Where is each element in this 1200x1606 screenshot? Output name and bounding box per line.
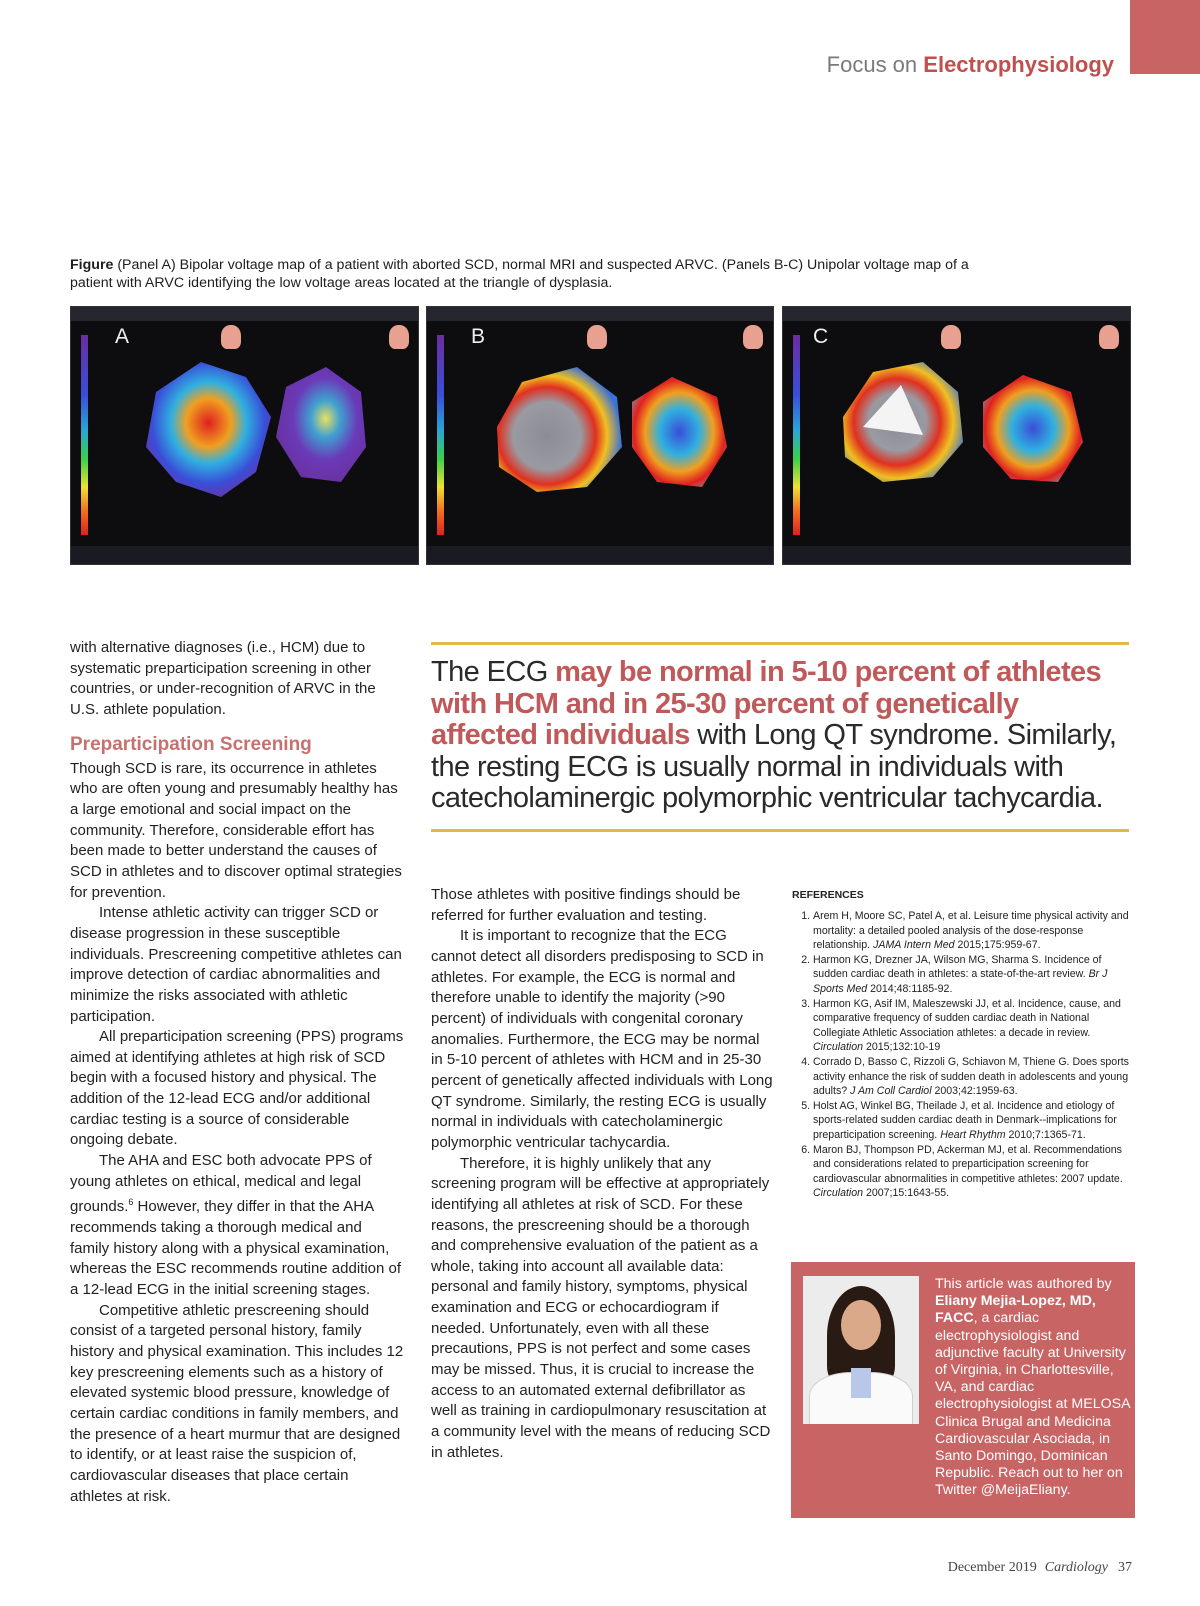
author-name: Eliany Mejia-Lopez, MD, FACC <box>935 1293 1096 1327</box>
paragraph: Intense athletic activity can trigger SCD or disease progression in these susceptible individuals. Prescreening competitive athletes can improve detection of cardiac abnormalities and minimize the risks associated with athletic participation. <box>70 904 402 1025</box>
pull-quote-highlight: may be normal in 5-10 percent of athletes with HCM and in 25-30 percent of genetically affected individuals <box>431 656 1102 752</box>
figure-panel-c <box>782 306 1131 565</box>
voltage-map-image <box>427 307 774 565</box>
references <box>792 888 1132 1201</box>
paragraph: with alternative diagnoses (i.e., HCM) due to systematic preparticipation screening in other countries, or under-recognition of ARVC in the U.S. athlete population. <box>70 639 376 718</box>
paragraph: Those athletes with positive findings should be referred for further evaluation and testing. <box>431 886 741 924</box>
section-label <box>827 52 1114 78</box>
paragraph: The AHA and ESC both advocate PPS of young athletes on ethical, medical and legal grounds.$^6$ However, they differ in that the AHA recommends taking a thorough medical and family history along with a physical examination, whereas the ESC recommends routine addition of a 12-lead ECG in the initial screening stages. <box>70 1152 402 1299</box>
references-list <box>792 909 1132 1200</box>
figure-panel-b <box>426 306 774 565</box>
reference-item: 2. Harmon KG, Drezner JA, Wilson MG, Sharma S. Incidence of sudden cardiac death in athletes: a state-of-the-art review. Br J Sports Med 2014;48:1185-92. <box>813 953 1132 996</box>
middle-column <box>431 885 773 1463</box>
paragraph: All preparticipation screening (PPS) programs aimed at identifying athletes at high risk of SCD begin with a focused history and physical. The addition of the 12-lead ECG and/or additional cardiac testing is a source of considerable ongoing debate. <box>70 1028 404 1149</box>
paragraph: Competitive athletic prescreening should consist of a targeted personal history, family history and physical examination. This includes 12 key prescreening elements such as a history of elevated systemic blood pressure, knowledge of certain cardiac conditions in family members, and the presence of a heart murmur that are designed to identify, or at least raise the suspicion of, cardiovascular diseases that place certain athletes at risk. <box>70 1301 404 1505</box>
section-subhead: Preparticipation Screening <box>70 733 312 755</box>
reference-item: 1. Arem H, Moore SC, Patel A, et al. Leisure time physical activity and mortality: a detailed pooled analysis of the dose-response relationship. JAMA Intern Med 2015;175:959-67. <box>813 909 1132 952</box>
citation-marker: 6 <box>128 1197 134 1208</box>
panel-label-c: C <box>813 325 829 348</box>
paragraph: Therefore, it is highly unlikely that any screening program will be effective at appropriately identifying all athletes at risk of SCD. For these reasons, the prescreening should be a thorough and comprehensive evaluation of the patient as a whole, taking into account all available data: personal and family history, symptoms, physical examination and ECG or echocardiogram if needed. Unfortunately, even with all these precautions, PPS is not perfect and some cases may be missed. Thus, it is crucial to increase the access to an automated external defibrillator as well as training in cardiopulmonary resuscitation at a community level with the means of reducing SCD in athletes. <box>431 1154 771 1461</box>
issue-date: December 2019 <box>947 1560 1037 1575</box>
reference-item: 5. Holst AG, Winkel BG, Theilade J, et al. Incidence and etiology of sports-related sudden cardiac death in Denmark--implications for preparticipation screening. Heart Rhythm 2010;7:1365-71. <box>813 1099 1132 1142</box>
author-box <box>791 1262 1135 1518</box>
section-prefix: Focus on <box>826 52 918 77</box>
figure-panel-a <box>70 306 419 565</box>
figure-caption-text: (Panel A) Bipolar voltage map of a patient with aborted SCD, normal MRI and suspected ARVC. (Panels B-C) Unipolar voltage map of a patient with ARVC identifying the low voltage areas located at the triangle of dysplasia. <box>70 257 969 291</box>
paragraph: It is important to recognize that the ECG cannot detect all disorders predisposing to SCD in athletes. For example, the ECG is normal and therefore unable to identify the majority (>90 percent) of individuals with congenital coronary anomalies. Furthermore, the ECG may be normal in 5-10 percent of athletes with HCM and in 25-30 percent of genetically affected individuals with Long QT syndrome. Similarly, the resting ECG is usually normal in individuals with catecholaminergic polymorphic ventricular tachycardia. <box>431 927 773 1151</box>
figure-caption <box>70 256 1010 292</box>
corner-color-tab <box>1130 0 1200 74</box>
pull-quote: The ECG may be normal in 5-10 percent of athletes with HCM and in 25-30 percent of genetically affected individuals with Long QT syndrome. Similarly, the resting ECG is usually normal in individuals with catecholaminergic polymorphic ventricular tachycardia. <box>431 642 1129 832</box>
author-bio: This article was authored by Eliany Mejia-Lopez, MD, FACC, a cardiac electrophysiologist and adjunctive faculty at University of Virginia, in Charlottesville, VA, and cardiac electrophysiologist at MELOSA Clinica Brugal and Medicina Cardiovascular Asociada, in Santo Domingo, Dominican Republic. Reach out to her on Twitter @MeijaEliany. <box>935 1276 1130 1499</box>
paragraph: Though SCD is rare, its occurrence in athletes who are often young and presumably healthy has a large emotional and social impact on the community. Therefore, considerable effort has been made to better understand the causes of SCD in athletes and to discover optimal strategies for prevention. <box>70 759 402 901</box>
section-name: Electrophysiology <box>923 52 1114 77</box>
reference-item: 3. Harmon KG, Asif IM, Maleszewski JJ, et al. Incidence, cause, and comparative frequency of sudden cardiac death in National Collegiate Athletic Association athletes: a decade in review. Circulation 2015;132:10-19 <box>813 997 1132 1054</box>
voltage-map-image <box>783 307 1131 565</box>
voltage-map-image <box>71 307 419 565</box>
left-column <box>70 638 405 1507</box>
panel-label-b: B <box>471 325 486 348</box>
page-number: 37 <box>1118 1560 1132 1575</box>
page-footer <box>948 1560 1132 1576</box>
author-photo <box>803 1276 919 1424</box>
magazine-name: Cardiology <box>1044 1560 1108 1575</box>
reference-item: 4. Corrado D, Basso C, Rizzoli G, Schiavon M, Thiene G. Does sports activity enhance the risk of sudden death in adolescents and young adults? J Am Coll Cardiol 2003;42:1959-63. <box>813 1055 1132 1098</box>
reference-item: 6. Maron BJ, Thompson PD, Ackerman MJ, et al. Recommendations and considerations related to preparticipation screening for cardiovascular abnormalities in competitive athletes: 2007 update. Circulation 2007;15:1643-55. <box>813 1143 1132 1200</box>
references-title: REFERENCES <box>792 889 864 901</box>
figure-caption-lead: Figure <box>70 257 114 273</box>
panel-label-a: A <box>115 325 130 348</box>
